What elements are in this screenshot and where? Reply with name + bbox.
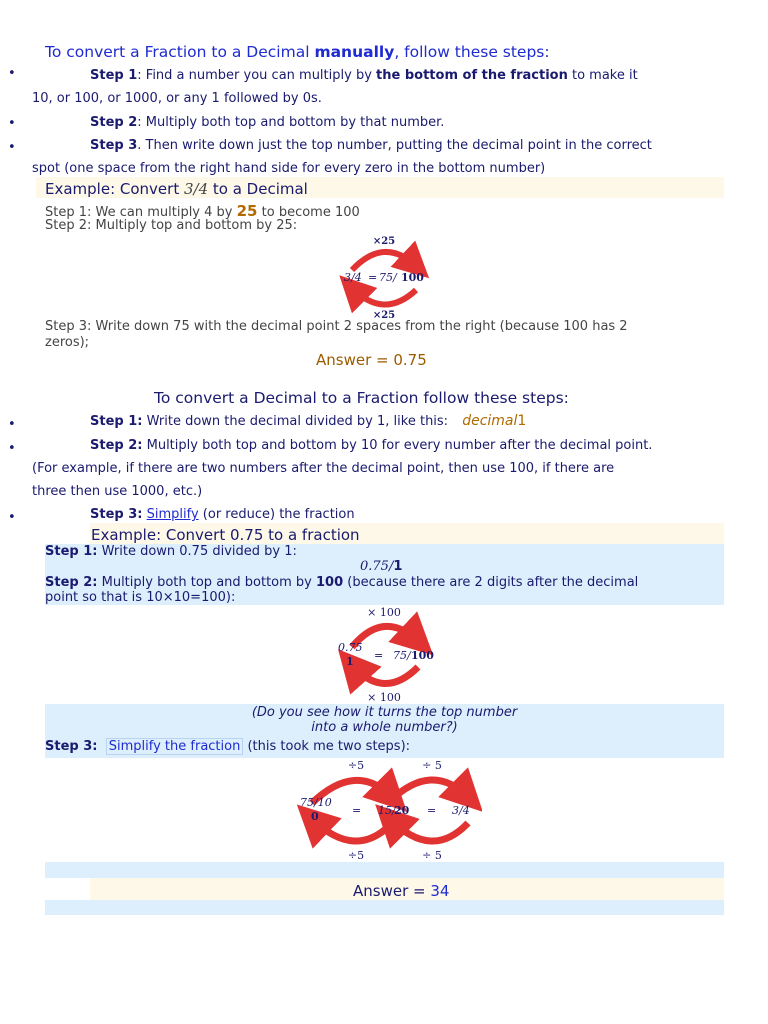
bullet-icon: • [8,116,16,131]
formula-decimal: decimal [462,413,518,429]
step-label: Step 2 [90,115,138,130]
simplify-link[interactable]: Simplify [146,507,199,522]
title-text-end: to a Decimal [208,180,308,198]
fraction3: 3/4 [452,804,470,817]
step-text: (or reduce) the fraction [198,507,355,522]
fraction2-num: 15/ [378,804,396,817]
step-text: (this took me two steps): [243,739,411,754]
step-bold: 100 [316,575,344,590]
bullet-icon: • [8,66,16,81]
equals-sign: = [374,649,384,662]
s1-step1 [32,64,732,110]
s1-step2 [90,111,444,134]
step-label: Step 3: [45,739,98,754]
top-right-divisor: ÷ 5 [422,759,442,772]
example2-step1 [45,544,297,559]
step-text: Multiply both top and bottom by [97,575,317,590]
step-text: Write down the decimal divided by 1, like this: [142,414,453,429]
title-text: Example: Convert [45,180,184,198]
example2-step2 [45,575,638,605]
answer-band-bottom [45,900,724,915]
step-label: Step 2: [90,438,143,453]
step-text-line2: point so that is 10×10=100): [45,590,236,605]
left-numerator: 0.75 [338,641,363,654]
equals-sign-2: = [427,804,437,817]
hint-line1: (Do you see how it turns the top number [251,705,518,720]
answer-band-top [45,862,724,878]
formula-one: 1 [517,413,527,429]
answer-value: 34 [430,882,450,900]
bottom-left-divisor: ÷5 [347,849,365,862]
right-top-arrow-icon [390,780,468,801]
bottom-arrow-icon [352,288,416,305]
multiplier-number: 25 [236,202,258,220]
step-text: : Find a number you can multiply by [137,68,377,83]
s2-step2 [32,434,752,503]
example2-title: Example: Convert 0.75 to a fraction [91,526,360,544]
step-text: Step 1: We can multiply 4 by [45,205,237,220]
multiply-diagram-2 [330,603,440,705]
step-text: Multiply both top and bottom by 10 for every number after the decimal point. [142,438,653,453]
step-text-end: to make it [567,68,638,83]
answer-label: Answer = [353,882,431,900]
right-bottom-arrow-icon [390,819,468,841]
step-label: Step 3 [90,138,138,153]
example2-step1-formula [360,559,402,574]
example1-step3 [45,319,628,351]
heading-emphasis: manually [314,43,395,61]
left-fraction: 3/4 [344,271,362,284]
fraction2-den: 20 [394,804,410,817]
right-numerator: 75/ [393,649,411,662]
section2-heading: To convert a Decimal to a Fraction follow these steps: [154,389,569,407]
step-text-line3: three then use 1000, etc.) [32,484,203,499]
step-text-line2: spot (one space from the right hand side for every zero in the bottom number) [32,161,546,176]
bullet-icon: • [8,510,16,525]
example2-answer [353,882,449,900]
example1-step2: Step 2: Multiply top and bottom by 25: [45,218,298,233]
step-label: Step 1: [45,544,98,559]
bottom-right-divisor: ÷ 5 [422,849,442,862]
bullet-icon: • [8,417,16,432]
step-text: : Multiply both top and bottom by that number. [137,115,445,130]
step-label: Step 3: [90,507,143,522]
fraction1-top: 75/10 [300,796,332,809]
step-label: Step 2: [45,575,98,590]
hint-line2: into a whole number?) [311,720,458,735]
top-arrow-icon [352,252,416,270]
simplify-fraction-link[interactable]: Simplify the fraction [106,738,244,755]
fraction1-bottom: 0 [311,810,319,823]
step-text-end: (because there are 2 digits after the decimal [343,575,639,590]
s1-step3 [32,134,752,180]
bullet-icon: • [8,441,16,456]
step-text-end: to become 100 [257,205,360,220]
step-text-line2: (For example, if there are two numbers after the decimal point, then use 100, if there are [32,461,615,476]
step-text: . Then write down just the top number, putting the decimal point in the correct [137,138,652,153]
top-multiplier: × 100 [367,606,401,619]
left-bottom-arrow-icon [312,819,392,841]
heading-text-end: , follow these steps: [394,43,550,61]
bullet-icon: • [8,140,16,155]
step-label: Step 1 [90,68,138,83]
example2-step3 [45,739,410,754]
step-text-line2: 10, or 100, or 1000, or any 1 followed by 0s. [32,91,322,106]
formula-numerator: 0.75/ [360,559,394,574]
right-denominator: 100 [411,649,434,662]
equals-sign: = [368,271,378,284]
bottom-multiplier: ×25 [372,310,396,321]
bottom-arrow-icon [352,665,418,684]
s2-step1 [90,410,526,433]
step-label: Step 1: [90,414,143,429]
top-multiplier: ×25 [372,236,396,247]
example1-answer: Answer = 0.75 [316,351,427,369]
formula-denominator: 1 [393,559,403,574]
right-fraction-den: 100 [401,271,424,284]
divide-diagram [292,757,482,865]
example2-hint [45,705,724,735]
equals-sign-1: = [352,804,362,817]
title-fraction: 3/4 [183,180,209,198]
step-text: Step 3: Write down 75 with the decimal point 2 spaces from the right (because 100 has 2 [45,319,628,334]
multiply-diagram-1 [330,232,434,322]
section1-heading [45,43,550,61]
example1-title [45,180,308,198]
top-left-divisor: ÷5 [347,759,365,772]
step-text-line2: zeros); [45,335,90,350]
bottom-multiplier: × 100 [367,691,401,704]
right-fraction-num: 75/ [379,271,397,284]
heading-text: To convert a Fraction to a Decimal [45,43,315,61]
step-text: Write down 0.75 divided by 1: [97,544,297,559]
left-denominator: 1 [346,655,354,668]
step-bold: the bottom of the fraction [376,68,568,83]
